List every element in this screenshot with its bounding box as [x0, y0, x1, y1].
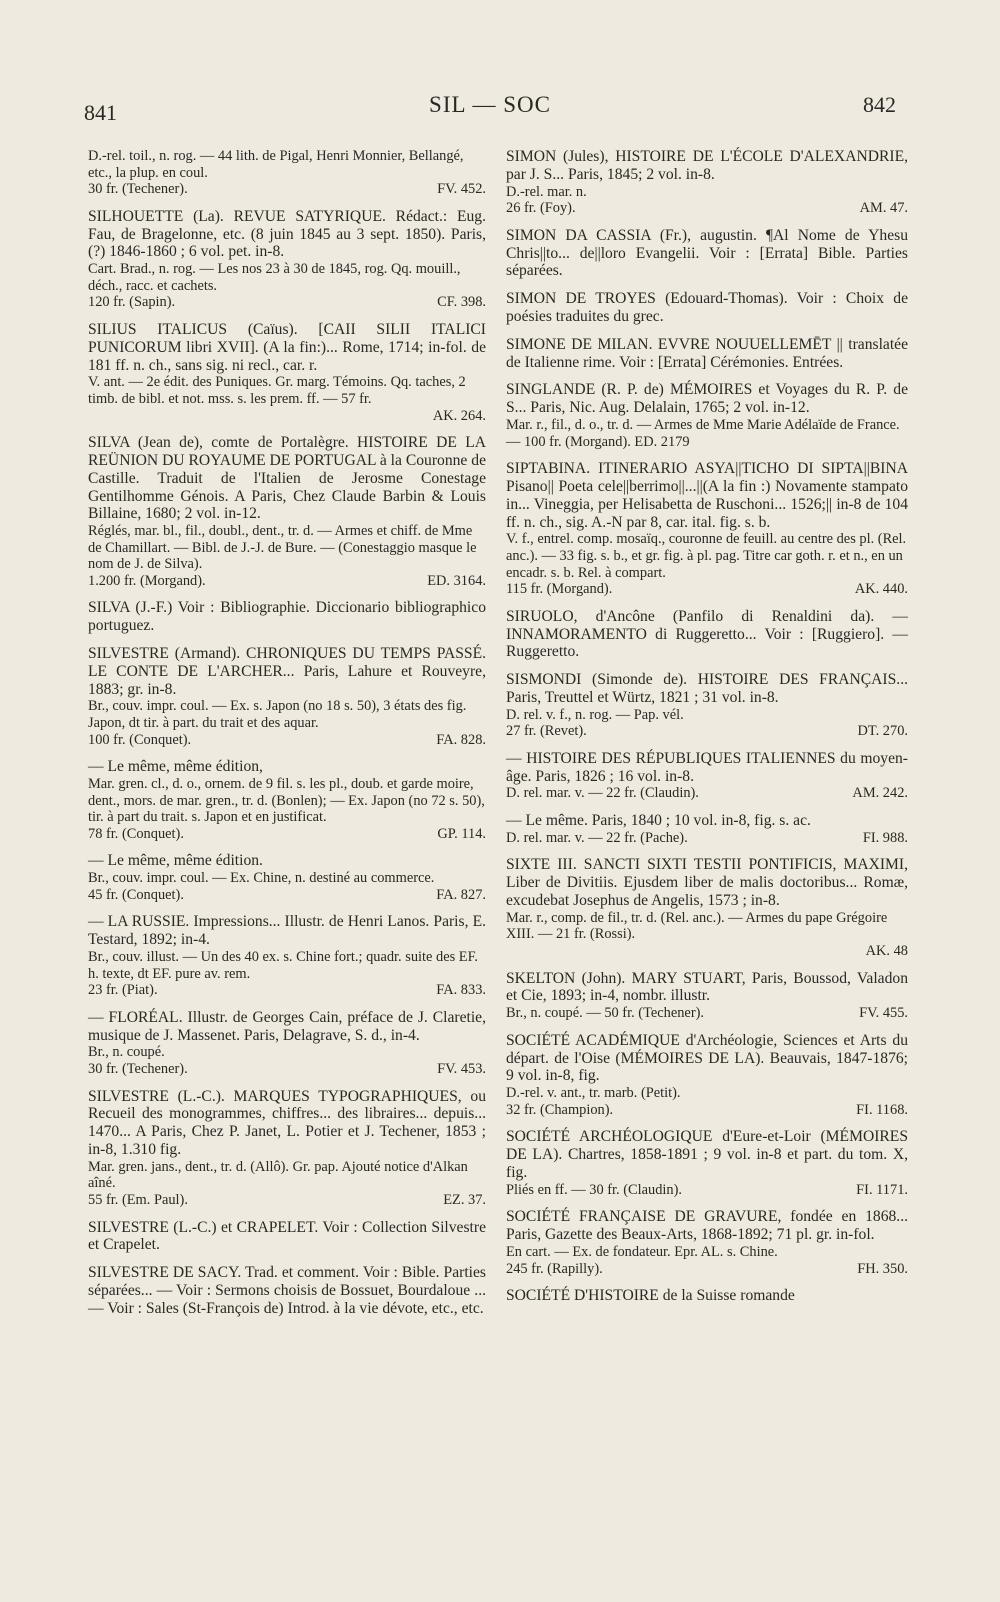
entry-heading: SIMONE DE MILAN. EVVRE NOUUELLEMĒT || translatée de Italienne rime. Voir : [Errata] Cérémonies. Entrées.: [506, 335, 908, 371]
entry-description: D.-rel. toil., n. rog. — 44 lith. de Pigal, Henri Monnier, Bellangé, etc., la plup. en coul.: [88, 148, 464, 181]
entry-heading: SIXTE III. SANCTI SIXTI TESTII PONTIFICIS, MAXIMI, Liber de Divitiis. Ejusdem liber de malis doctoribus... Romæ, excudebat Josephus de Angelis, 1573 ; in-8.: [506, 856, 908, 910]
entry-heading: SILHOUETTE (La). REVUE SATYRIQUE. Rédact.: Eug. Fau, de Bragelonne, etc. (8 juin 1845 au 3 sept. 1850). Paris, (?) 1846-1860 ; 6 vol. pet. in-8.: [88, 207, 486, 261]
entry-price: 1.200 fr. (Morgand).: [88, 572, 206, 589]
entry-price-line: [88, 1192, 486, 1209]
catalogue-entry: [506, 671, 908, 740]
entry-heading: — Le même. Paris, 1840 ; 10 vol. in-8, fig. s. ac.: [506, 812, 811, 830]
entry-price-line: [506, 1182, 908, 1199]
catalogue-entry: [506, 1208, 908, 1277]
entry-heading: SILVA (J.-F.) Voir : Bibliographie. Diccionario bibliographico portuguez.: [88, 599, 486, 635]
catalogue-entry: [88, 148, 486, 198]
entry-reference: AK. 264.: [432, 407, 486, 424]
entry-heading: — Le même, même édition.: [88, 852, 263, 870]
entry-price: 115 fr. (Morgand).: [506, 581, 613, 598]
catalogue-entry: [88, 1088, 486, 1209]
entry-price: 30 fr. (Techener).: [88, 1060, 188, 1077]
entry-reference: AK. 48: [865, 943, 908, 960]
catalogue-entry: [88, 645, 486, 748]
entry-heading: SILVA (Jean de), comte de Portalègre. HISTOIRE DE LA REÜNION DU ROYAUME DE PORTUGAL à la Couronne de Castille. Traduit de l'Italien de Jerosme Conestage Gentilhomme Génois. A Paris, Chez Claude Barbin & Louis Billaine, 1680; 2 vol. in-12.: [88, 434, 486, 523]
entry-reference: AM. 47.: [859, 200, 908, 217]
catalogue-entry: [88, 852, 486, 903]
catalogue-entry: [88, 434, 486, 589]
entry-reference: FA. 827.: [436, 886, 486, 903]
entry-description: D. rel. v. f., n. rog. — Pap. vél.: [506, 706, 684, 723]
catalogue-entry: [506, 336, 908, 372]
entry-description: D.-rel. v. ant., tr. marb. (Petit).: [506, 1085, 681, 1102]
entry-description: Cart. Brad., n. rog. — Les nos 23 à 30 de 1845, rog. Qq. mouill., déch., racc. et cachets.: [88, 261, 461, 294]
entry-reference: ED. 3164.: [427, 572, 486, 589]
entry-heading: SIMON DA CASSIA (Fr.), augustin. ¶Al Nome de Yhesu Chris||to... de||loro Evangelii. Voir : [Errata] Bible. Parties séparées.: [506, 226, 908, 280]
entry-heading: SOCIÉTÉ ARCHÉOLOGIQUE d'Eure-et-Loir (MÉMOIRES DE LA). Chartres, 1858-1891 ; 9 vol. in-8 et part. du tom. X, fig.: [506, 1128, 908, 1181]
entry-reference: FH. 350.: [857, 1260, 908, 1277]
right-column: [506, 148, 908, 1315]
catalogue-entry: [88, 1219, 486, 1255]
entry-reference: GP. 114.: [437, 825, 486, 842]
entry-price: 23 fr. (Piat).: [88, 982, 158, 999]
left-column: [88, 148, 486, 1328]
entry-heading: SINGLANDE (R. P. de) MÉMOIRES et Voyages du R. P. de S... Paris, Nic. Aug. Delalain, 1765; 2 vol. in-12.: [506, 381, 908, 417]
entry-description: Mar. gren. cl., d. o., ornem. de 9 fil. s. les pl., doub. et garde moire, dent., mors. de mar. gren., tr. d. (Bonlen); — Ex. Japon (no 72 s. 50), tir. à part du trait. s. Japon et en justificat.: [88, 776, 485, 826]
running-title: SIL — SOC: [429, 92, 551, 117]
entry-reference: FI. 988.: [862, 829, 908, 846]
entry-reference: CF. 398.: [437, 294, 486, 311]
entry-price-line: [88, 408, 486, 425]
entry-description: En cart. — Ex. de fondateur. Epr. AL. s. Chine.: [506, 1243, 778, 1260]
entry-price-line: [88, 1061, 486, 1078]
entry-price-line: [88, 573, 486, 590]
entry-heading: SILVESTRE (Armand). CHRONIQUES DU TEMPS PASSÉ. LE CONTE DE L'ARCHER... Paris, Lahure et Rouveyre, 1883; gr. in-8.: [88, 645, 486, 698]
catalogue-entry: [88, 208, 486, 311]
entry-price: D. rel. mar. v. — 22 fr. (Pache).: [506, 829, 688, 846]
catalogue-entry: [506, 1032, 908, 1119]
entry-reference: AK. 440.: [854, 581, 908, 598]
entry-price-line: [506, 581, 908, 598]
entry-reference: FI. 1171.: [856, 1181, 908, 1198]
entry-description: Mar. r., fil., d. o., tr. d. — Armes de Mme Marie Adélaïde de France. — 100 fr. (Morgand). ED. 2179: [506, 416, 900, 450]
entry-price-line: [506, 943, 908, 960]
entry-heading: SISMONDI (Simonde de). HISTOIRE DES FRANÇAIS... Paris, Treuttel et Würtz, 1821 ; 31 vol. in-8.: [506, 671, 908, 706]
catalogue-entry: [506, 750, 908, 802]
entry-heading: — Le même, même édition,: [88, 758, 263, 776]
catalogue-entry: [88, 913, 486, 998]
entry-description: V. ant. — 2e édit. des Puniques. Gr. marg. Témoins. Qq. taches, 2 timb. de bibl. et not. mss. s. les prem. ff. — 57 fr.: [88, 374, 466, 407]
catalogue-entry: [88, 599, 486, 635]
entry-reference: EZ. 37.: [443, 1191, 486, 1208]
entry-reference: DT. 270.: [857, 723, 908, 740]
entry-heading: SIMON DE TROYES (Edouard-Thomas). Voir : Choix de poésies traduites du grec.: [506, 290, 908, 325]
entry-price: 27 fr. (Revet).: [506, 723, 587, 740]
entry-price-line: [506, 1005, 908, 1022]
catalogue-entry: [506, 381, 908, 450]
entry-heading: SILVESTRE (L.-C.). MARQUES TYPOGRAPHIQUES, ou Recueil des monogrammes, chiffres... des libraires... depuis... 1470... A Paris, Chez P. Janet, L. Potier et J. Techener, 1853 ; in-8, 1.310 fig.: [88, 1087, 486, 1158]
catalogue-entry: [88, 1009, 486, 1078]
entry-description: Mar. r., comp. de fil., tr. d. (Rel. anc.). — Armes du pape Grégoire XIII. — 21 fr. (Rossi).: [506, 909, 888, 943]
entry-price: 30 fr. (Techener).: [88, 181, 188, 198]
entry-heading: SIPTABINA. ITINERARIO ASYA||TICHO DI SIPTA||BINA Pisano|| Poeta cele||berrimo||...||(A la fin :) Novamente stampato in... Vineggia, per Helisabetta de Ruschoni... 1526;|| in-8 de 104 ff. n. ch., sig. A.-N par 8, car. ital. fig. s. b.: [506, 460, 908, 531]
entry-reference: FA. 828.: [436, 731, 486, 748]
entry-reference: AM. 242.: [852, 785, 908, 802]
entry-price: 45 fr. (Conquet).: [88, 886, 184, 903]
entry-price-line: [88, 982, 486, 999]
entry-description: Br., couv. impr. coul. — Ex. s. Japon (no 18 s. 50), 3 états des fig. Japon, dt tir. à part. du trait et des aquar.: [88, 698, 467, 732]
entry-heading: SKELTON (John). MARY STUART, Paris, Boussod, Valadon et Cie, 1893; in-4, nombr. illustr.: [506, 969, 908, 1005]
entry-price-line: [506, 785, 908, 802]
entry-price-line: [506, 1102, 908, 1119]
entry-description: Br., couv. illust. — Un des 40 ex. s. Chine fort.; quadr. suite des EF. h. texte, dt EF. pure av. rem.: [88, 949, 479, 982]
entry-heading: — LA RUSSIE. Impressions... Illustr. de Henri Lanos. Paris, E. Testard, 1892; in-4.: [88, 913, 486, 949]
entry-price-line: [88, 294, 486, 311]
entry-heading: SILVESTRE (L.-C.) et CRAPELET. Voir : Collection Silvestre et Crapelet.: [88, 1218, 486, 1254]
entry-price-line: [88, 732, 486, 749]
entry-price: D. rel. mar. v. — 22 fr. (Claudin).: [506, 785, 699, 802]
entry-price: 100 fr. (Conquet).: [88, 731, 192, 748]
entry-description: Br., n. coupé.: [88, 1044, 165, 1061]
catalogue-entry: [88, 758, 486, 842]
catalogue-entry: [506, 1128, 908, 1198]
catalogue-entry: [506, 290, 908, 326]
running-header: [84, 92, 896, 128]
entry-heading: — FLORÉAL. Illustr. de Georges Cain, préface de J. Claretie, musique de J. Massenet. Paris, Delagrave, S. d., in-4.: [88, 1008, 486, 1044]
entry-price-line: [506, 723, 908, 740]
entry-price: 55 fr. (Em. Paul).: [88, 1191, 188, 1208]
catalogue-entry: [506, 460, 908, 598]
entry-price-line: [88, 181, 486, 198]
entry-price: Pliés en ff. — 30 fr. (Claudin).: [506, 1181, 682, 1198]
entry-heading: SIRUOLO, d'Ancône (Panfilo di Renaldini da). — INNAMORAMENTO di Ruggeretto... Voir : [Ruggiero]. — Ruggeretto.: [506, 607, 908, 661]
entry-price: 32 fr. (Champion).: [506, 1101, 614, 1118]
entry-heading: SIMON (Jules), HISTOIRE DE L'ÉCOLE D'ALEXANDRIE, par J. S... Paris, 1845; 2 vol. in-8.: [506, 148, 908, 183]
entry-price: 26 fr. (Foy).: [506, 200, 576, 217]
catalogue-entry: [88, 321, 486, 424]
entry-reference: FA. 833.: [436, 982, 486, 999]
right-page-number: 842: [863, 92, 896, 117]
catalogue-entry: [506, 608, 908, 661]
entry-price-line: [88, 826, 486, 843]
entry-description: Br., couv. impr. coul. — Ex. Chine, n. destiné au commerce.: [88, 870, 435, 887]
entry-price: 245 fr. (Rapilly).: [506, 1260, 603, 1277]
entry-price-line: [506, 830, 908, 847]
entry-price-line: [506, 200, 908, 217]
catalogue-entry: [506, 812, 908, 846]
entry-description: D.-rel. mar. n.: [506, 183, 587, 200]
entry-description: Mar. gren. jans., dent., tr. d. (Allô). Gr. pap. Ajouté notice d'Alkan aîné.: [88, 1158, 468, 1192]
entry-reference: FV. 455.: [859, 1005, 908, 1022]
left-page-number: 841: [84, 100, 117, 125]
entry-price: 120 fr. (Sapin).: [88, 294, 176, 311]
entry-price-line: [506, 1261, 908, 1278]
entry-heading: SOCIÉTÉ FRANÇAISE DE GRAVURE, fondée en 1868... Paris, Gazette des Beaux-Arts, 1868-1892; 71 pl. gr. in-fol.: [506, 1208, 908, 1244]
entry-heading: SILVESTRE DE SACY. Trad. et comment. Voir : Bible. Parties séparées... — Voir : Sermons choisis de Bossuet, Bourdaloue ... — Voir : Sales (St-François de) Introd. à la vie dévote, etc., etc.: [88, 1264, 486, 1317]
entry-reference: FI. 1168.: [856, 1101, 908, 1118]
entry-reference: FV. 452.: [437, 181, 486, 198]
catalogue-entry: [506, 856, 908, 959]
entry-heading: SOCIÉTÉ D'HISTOIRE de la Suisse romande: [506, 1287, 795, 1305]
entry-heading: SOCIÉTÉ ACADÉMIQUE d'Archéologie, Sciences et Arts du départ. de l'Oise (MÉMOIRES DE LA). Beauvais, 1847-1876; 9 vol. in-8, fig.: [506, 1031, 908, 1085]
entry-heading: — HISTOIRE DES RÉPUBLIQUES ITALIENNES du moyen-âge. Paris, 1826 ; 16 vol. in-8.: [506, 749, 908, 785]
catalogue-entry: [506, 148, 908, 217]
entry-price: 78 fr. (Conquet).: [88, 825, 184, 842]
entry-description: Réglés, mar. bl., fil., doubl., dent., tr. d. — Armes et chiff. de Mme de Chamillart. — Bibl. de J.-J. de Bure. — (Conestaggio masque le nom de J. de Silva).: [88, 523, 477, 573]
catalogue-entry: [506, 1287, 908, 1305]
entry-price-line: [88, 887, 486, 904]
catalogue-entry: [88, 1264, 486, 1317]
entry-heading: SILIUS ITALICUS (Caïus). [CAII SILII ITALICI PUNICORUM libri XVII]. (A la fin:)... Rome, 1714; in-fol. de 181 ff. n. ch., sans sig. ni recl., car. r.: [88, 320, 486, 374]
entry-description: V. f., entrel. comp. mosaïq., couronne de feuill. au centre des pl. (Rel. anc.). — 33 fig. s. b., et gr. fig. à pl. pag. Titre car goth. r. et n., en un encadr. s. b. Rel. à compart.: [506, 531, 907, 581]
catalogue-entry: [506, 227, 908, 280]
catalogue-entry: [506, 970, 908, 1022]
entry-price: Br., n. coupé. — 50 fr. (Techener).: [506, 1005, 704, 1022]
entry-reference: FV. 453.: [437, 1060, 486, 1077]
